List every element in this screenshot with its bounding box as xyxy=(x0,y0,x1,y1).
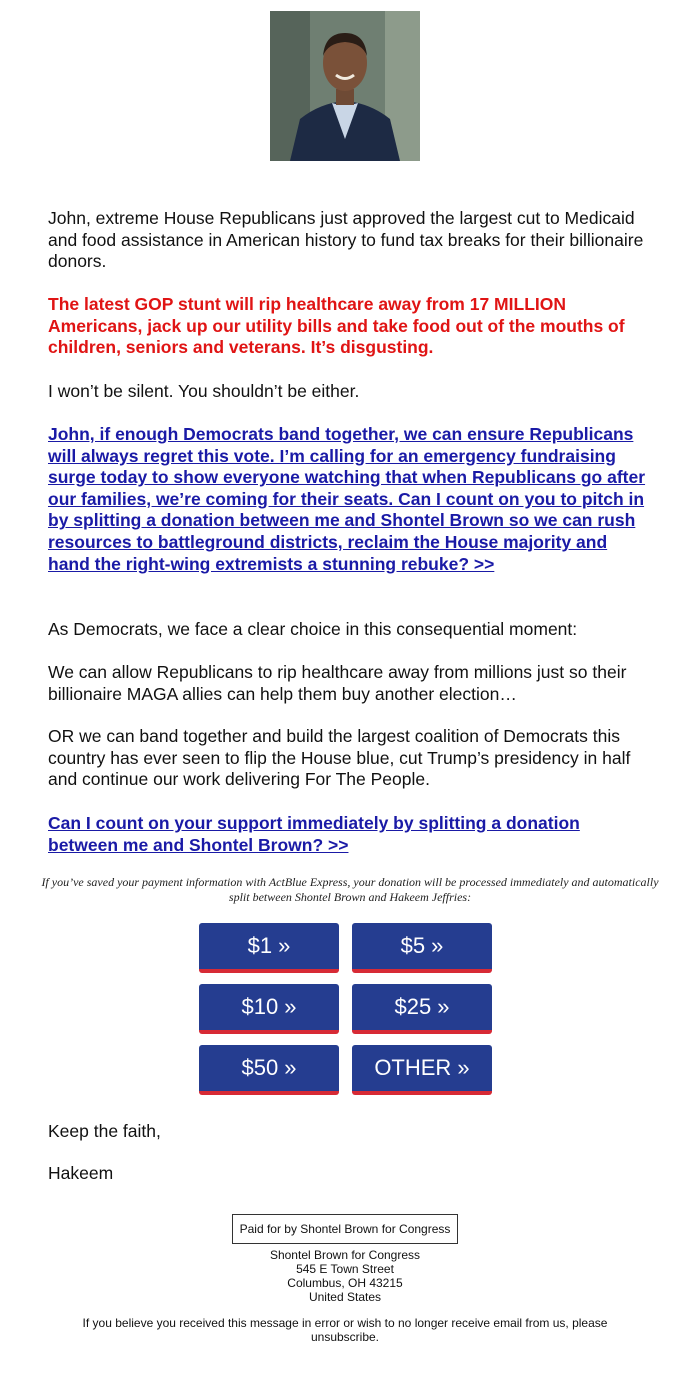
intro-paragraph: John, extreme House Republicans just approved the largest cut to Medicaid and food assistance in American history to fund tax breaks for their billionaire donors. xyxy=(48,208,644,272)
option-two-paragraph: OR we can band together and build the largest coalition of Democrats this country has ever seen to flip the House blue, cut Trump’s presidency in half and continue our work delivering For The People. xyxy=(48,726,631,790)
portrait-illustration xyxy=(270,11,420,161)
signoff: Keep the faith, xyxy=(48,1121,161,1141)
signature: Hakeem xyxy=(48,1163,114,1183)
donation-appeal-paragraph xyxy=(48,424,648,575)
address-country: United States xyxy=(308,1290,382,1304)
donate-other-button[interactable]: OTHER » xyxy=(352,1045,492,1095)
address-org: Shontel Brown for Congress xyxy=(269,1248,421,1262)
address-city: Columbus, OH 43215 xyxy=(287,1276,403,1290)
statement-paragraph: I won’t be silent. You shouldn’t be either. xyxy=(48,381,360,401)
option-one-paragraph: We can allow Republicans to rip healthcare away from millions just so their billionaire MAGA allies can help them buy another election… xyxy=(48,662,627,704)
choice-paragraph: As Democrats, we face a clear choice in this consequential moment: xyxy=(48,619,578,639)
mailing-address xyxy=(150,1248,540,1304)
support-paragraph xyxy=(48,813,648,856)
portrait-photo xyxy=(270,11,420,161)
alert-paragraph: The latest GOP stunt will rip healthcare away from 17 MILLION Americans, jack up our utility bills and take food out of the mouths of children, seniors and veterans. It’s disgusting. xyxy=(48,294,625,358)
donate-10-button[interactable]: $10 » xyxy=(199,984,339,1034)
unsubscribe-notice[interactable]: If you believe you received this message in error or wish to no longer receive email from us, please unsubscribe. xyxy=(82,1316,608,1344)
donation-appeal-link[interactable]: John, if enough Democrats band together, we can ensure Republicans will always regret this vote. I’m calling for an emergency fundraising surge today to show everyone watching that when Republicans go after our families, we’re coming for their seats. Can I count on you to pitch in by splitting a donation between me and Shontel Brown so we can rush resources to battleground districts, reclaim the House majority and hand the right-wing extremists a stunning rebuke? >> xyxy=(48,424,646,574)
actblue-disclaimer: If you’ve saved your payment information with ActBlue Express, your donation will be processed immediately and automatically split between Shontel Brown and Hakeem Jeffries: xyxy=(41,875,659,904)
donate-50-button[interactable]: $50 » xyxy=(199,1045,339,1095)
address-street: 545 E Town Street xyxy=(296,1262,394,1276)
donate-5-button[interactable]: $5 » xyxy=(352,923,492,973)
paid-for-box: Paid for by Shontel Brown for Congress xyxy=(232,1214,458,1244)
donate-1-button[interactable]: $1 » xyxy=(199,923,339,973)
donate-25-button[interactable]: $25 » xyxy=(352,984,492,1034)
support-link[interactable]: Can I count on your support immediately by splitting a donation between me and Shontel Brown? >> xyxy=(48,813,580,855)
